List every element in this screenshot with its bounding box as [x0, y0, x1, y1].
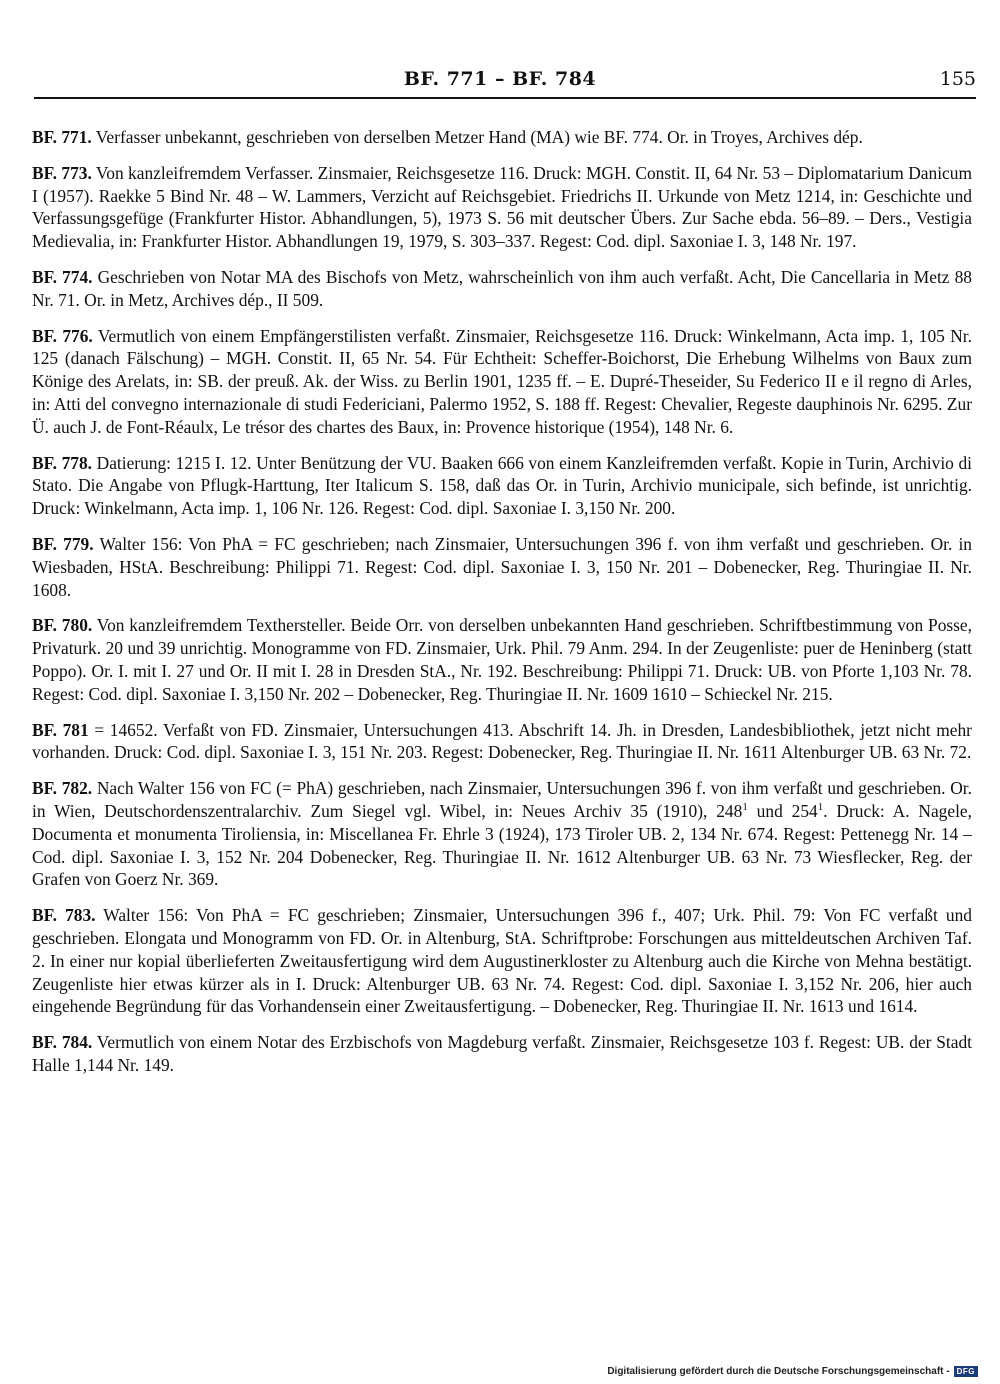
entry-text: Verfasser unbekannt, geschrieben von derselben Metzer Hand (MA) wie BF. 774. Or. in Troyes, Archives dép.	[91, 127, 863, 147]
entry-head: BF. 782.	[32, 778, 93, 799]
entry-bf-781	[32, 719, 972, 765]
entry-text: Nach Walter 156 von FC (= PhA) geschrieben, nach Zinsmaier, Untersuchungen 396 f. von ihm verfaßt und geschrieben. Or. in Wien, Deutschordenszentralarchiv. Zum Siegel vgl. Wibel, in: Neues Archiv 35 (1910), 248	[32, 778, 972, 821]
entry-text: = 14652. Verfaßt von FD. Zinsmaier, Untersuchungen 413. Abschrift 14. Jh. in Dresden, Landesbibliothek, jetzt nicht mehr vorhanden. Druck: Cod. dipl. Saxoniae I. 3, 151 Nr. 203. Regest: Dobenecker, Reg. Thuringiae II. Nr. 1611 Altenburger UB. 63 Nr. 72.	[32, 719, 972, 763]
footer-text: Digitalisierung gefördert durch die Deutsche Forschungsgemeinschaft -	[607, 1366, 950, 1377]
entry-text: Walter 156: Von PhA = FC geschrieben; Zinsmaier, Untersuchungen 396 f., 407; Urk. Phil. 79: Von FC verfaßt und geschrieben. Elongata und Monogramm von FD. Or. in Altenburg, StA. Schriftprobe: Forschungen aus mitteldeutschen Archiven Taf. 2. In einer nur kopial überlieferten Zweitausfertigung wird dem Augustinerkloster zu Altenburg auch die Kirche von Mehna bestätigt. Zeugenliste hier etwas kürzer als in I. Druck: Altenburger UB. 63 Nr. 74. Regest: Cod. dipl. Saxoniae I. 3,152 Nr. 206, hier auch eingehende Begründung für das Vorhandensein einer Zweitausfertigung. – Dobenecker, Reg. Thuringiae II. Nr. 1613 und 1614.	[32, 905, 972, 1017]
entry-text: Walter 156: Von PhA = FC geschrieben; nach Zinsmaier, Untersuchungen 396 f. von ihm verfaßt und geschrieben. Or. in Wiesbaden, HStA. Beschreibung: Philippi 71. Regest: Cod. dipl. Saxoniae I. 3, 150 Nr. 201 – Dobenecker, Reg. Thuringiae II. Nr. 1608.	[32, 533, 973, 600]
entry-head: BF. 783.	[32, 905, 96, 926]
header-rule	[34, 97, 976, 99]
page-number: 155	[939, 68, 976, 90]
entry-bf-784	[32, 1031, 972, 1077]
entry-bf-774	[32, 266, 972, 312]
entry-bf-776	[32, 325, 972, 439]
entry-head: BF. 784.	[32, 1032, 93, 1053]
entry-text: und 254	[747, 800, 818, 821]
entries-list	[32, 126, 972, 1090]
entry-text: Geschrieben von Notar MA des Bischofs von Metz, wahrscheinlich von ihm auch verfaßt. Acht, Die Cancellaria in Metz 88 Nr. 71. Or. in Metz, Archives dép., II 509.	[32, 266, 972, 310]
entry-head: BF. 779.	[32, 533, 94, 554]
running-header: BF. 771 – BF. 784	[403, 68, 597, 90]
entry-text: Von kanzleifremdem Texthersteller. Beide Orr. von derselben unbekannten Hand geschrieben. Schriftbestimmung von Posse, Privaturk. 20 und 39 unrichtig. Monogramme von FD. Zinsmaier, Urk. Phil. 79 Anm. 294. In der Zeugenliste: puer de Heninberg (statt Poppo). Or. I. mit I. 27 und Or. II mit I. 28 in Dresden StA., Nr. 192. Beschreibung: Philippi 71. Druck: UB. von Pforte 1,103 Nr. 78. Regest: Cod. dipl. Saxoniae I. 3,150 Nr. 202 – Dobenecker, Reg. Thuringiae II. Nr. 1609 1610 – Schieckel Nr. 215.	[32, 615, 972, 704]
footnote-marker: 1	[742, 801, 748, 814]
entry-bf-783	[32, 904, 972, 1018]
entry-head: BF. 778.	[32, 452, 93, 473]
funding-footer	[607, 1366, 978, 1377]
entry-head: BF. 771.	[32, 127, 92, 147]
entry-text: Vermutlich von einem Notar des Erzbischofs von Magdeburg verfaßt. Zinsmaier, Reichsgesetze 103 f. Regest: UB. der Stadt Halle 1,144 Nr. 149.	[32, 1032, 972, 1075]
entry-text: Von kanzleifremdem Verfasser. Zinsmaier, Reichsgesetze 116. Druck: MGH. Constit. II, 64 Nr. 53 – Diplomatarium Danicum I (1957). Raekke 5 Bind Nr. 48 – W. Lammers, Verzicht auf Reichsgebiet. Friedrichs II. Urkunde von Metz 1214, in: Geschichte und Verfassungsgefüge (Frankfurter Histor. Abhandlungen, 5), 1973 S. 56 mit deutscher Übers. Zur Sache ebda. 56–89. – Ders., Vestigia Medievalia, in: Frankfurter Histor. Abhandlungen 19, 1979, S. 303–337. Regest: Cod. dipl. Saxoniae I. 3, 148 Nr. 197.	[32, 162, 972, 252]
dfg-logo: DFG	[954, 1366, 978, 1377]
entry-head: BF. 773.	[32, 162, 92, 183]
entry-head: BF. 776.	[32, 325, 93, 346]
entry-bf-773	[32, 162, 972, 253]
entry-bf-779	[32, 533, 972, 601]
entry-bf-778	[32, 452, 972, 520]
entry-head: BF. 774.	[32, 266, 93, 287]
entry-bf-780	[32, 614, 972, 705]
footnote-marker: 1	[817, 801, 824, 814]
entry-text: Vermutlich von einem Empfängerstilisten verfaßt. Zinsmaier, Reichsgesetze 116. Druck: Winkelmann, Acta imp. 1, 105 Nr. 125 (danach Fälschung) – MGH. Constit. II, 65 Nr. 54. Für Echtheit: Scheffer-Boichorst, Die Erhebung Wilhelms von Baux zum Könige des Arelats, in: SB. der preuß. Ak. der Wiss. zu Berlin 1901, 1235 ff. – E. Dupré-Theseider, Su Federico II e il regno di Arles, in: Atti del convegno internazionale di studi Federiciani, Palermo 1952, S. 188 ff. Regest: Chevalier, Regeste dauphinois Nr. 6295. Zur Ü. auch J. de Font-Réaulx, Le trésor des chartes des Baux, in: Provence historique (1954), 148 Nr. 6.	[32, 325, 972, 437]
entry-text: Datierung: 1215 I. 12. Unter Benützung der VU. Baaken 666 von einem Kanzleifremden verfaßt. Kopie in Turin, Archivio di Stato. Die Angabe von Pflugk-Harttung, Iter Italicum S. 158, daß das Or. in Turin, Archivio municipale, sich befinde, ist unrichtig. Druck: Winkelmann, Acta imp. 1, 106 Nr. 126. Regest: Cod. dipl. Saxoniae I. 3,150 Nr. 200.	[32, 452, 972, 519]
entry-bf-771	[32, 126, 972, 149]
entry-bf-782	[32, 777, 972, 891]
entry-head: BF. 781	[32, 719, 89, 740]
entry-head: BF. 780.	[32, 615, 93, 636]
entry-text: . Druck: A. Nagele, Documenta et monumenta Tiroliensia, in: Miscellanea Fr. Ehrle 3 (1924), 173 Tiroler UB. 2, 134 Nr. 674. Regest: Pettenegg Nr. 14 – Cod. dipl. Saxoniae I. 3, 152 Nr. 204 Dobenecker, Reg. Thuringiae II. Nr. 1612 Altenburger UB. 63 Nr. 73 Wiesflecker, Reg. der Grafen von Goerz Nr. 369.	[32, 800, 972, 890]
